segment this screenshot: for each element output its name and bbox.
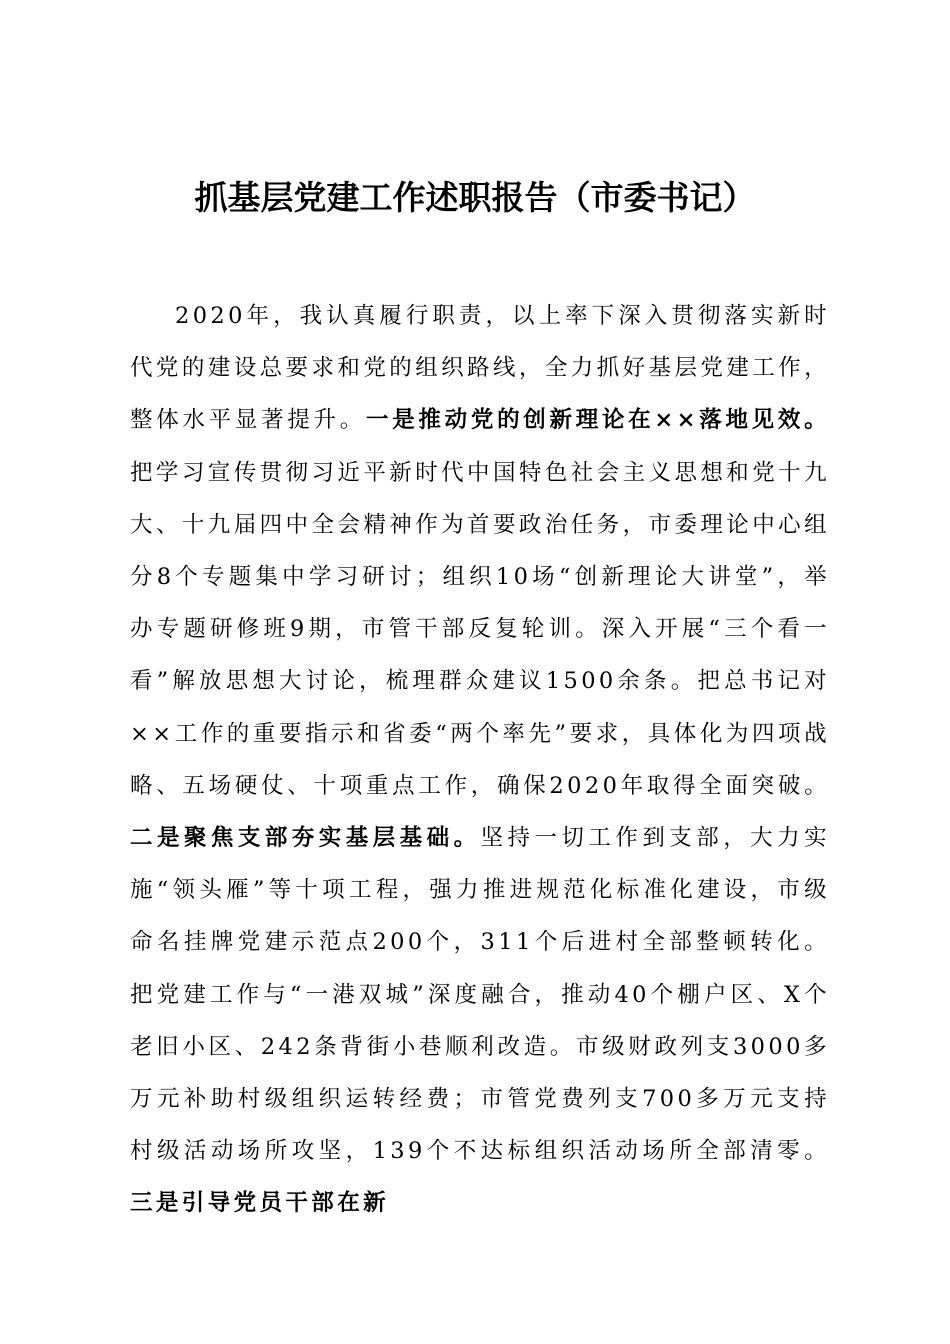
paragraph-heading-2: 二是聚焦支部夯实基层基础。: [130, 825, 481, 852]
paragraph-run: 把学习宣传贯彻习近平新时代中国特色社会主义思想和党十九大、十九届四中全会精神作为首要政治任务，市委理论中心组分8个专题集中学习研讨；组织10场“创新理论大讲堂”，举办专题研修班9期，市管干部反复轮训。深入开展“三个看一看”解放思想大讨论，梳理群众建议1500余条。把总书记对××工作的重要指示和省委“两个率先”要求，具体化为四项战略、五场硬仗、十项重点工作，确保2020年取得全面突破。: [130, 459, 830, 799]
page-title: 抓基层党建工作述职报告（市委书记）: [194, 178, 756, 217]
paragraph-heading-1: 一是推动党的创新理论在××落地见效。: [365, 407, 831, 434]
body-paragraph: [130, 290, 830, 1230]
paragraph-heading-3: 三是引导党员干部在新: [130, 1190, 390, 1217]
paragraph-run: 坚持一切工作到支部，大力实施“领头雁”等十项工程，强力推进规范化标准化建设，市级命名挂牌党建示范点200个，311个后进村全部整顿转化。把党建工作与“一港双城”深度融合，推动40个棚户区、X个老旧小区、242条背街小巷顺利改造。市级财政列支3000多万元补助村级组织运转经费；市管党费列支700多万元支持村级活动场所攻坚，139个不达标组织活动场所全部清零。: [130, 825, 830, 1165]
paragraph-run: 2020年，我认真履行职责，以上率下深入贯彻落实新时代党的建设总要求和党的组织路线，全力抓好基层党建工作，整体水平显著提升。: [130, 303, 830, 434]
